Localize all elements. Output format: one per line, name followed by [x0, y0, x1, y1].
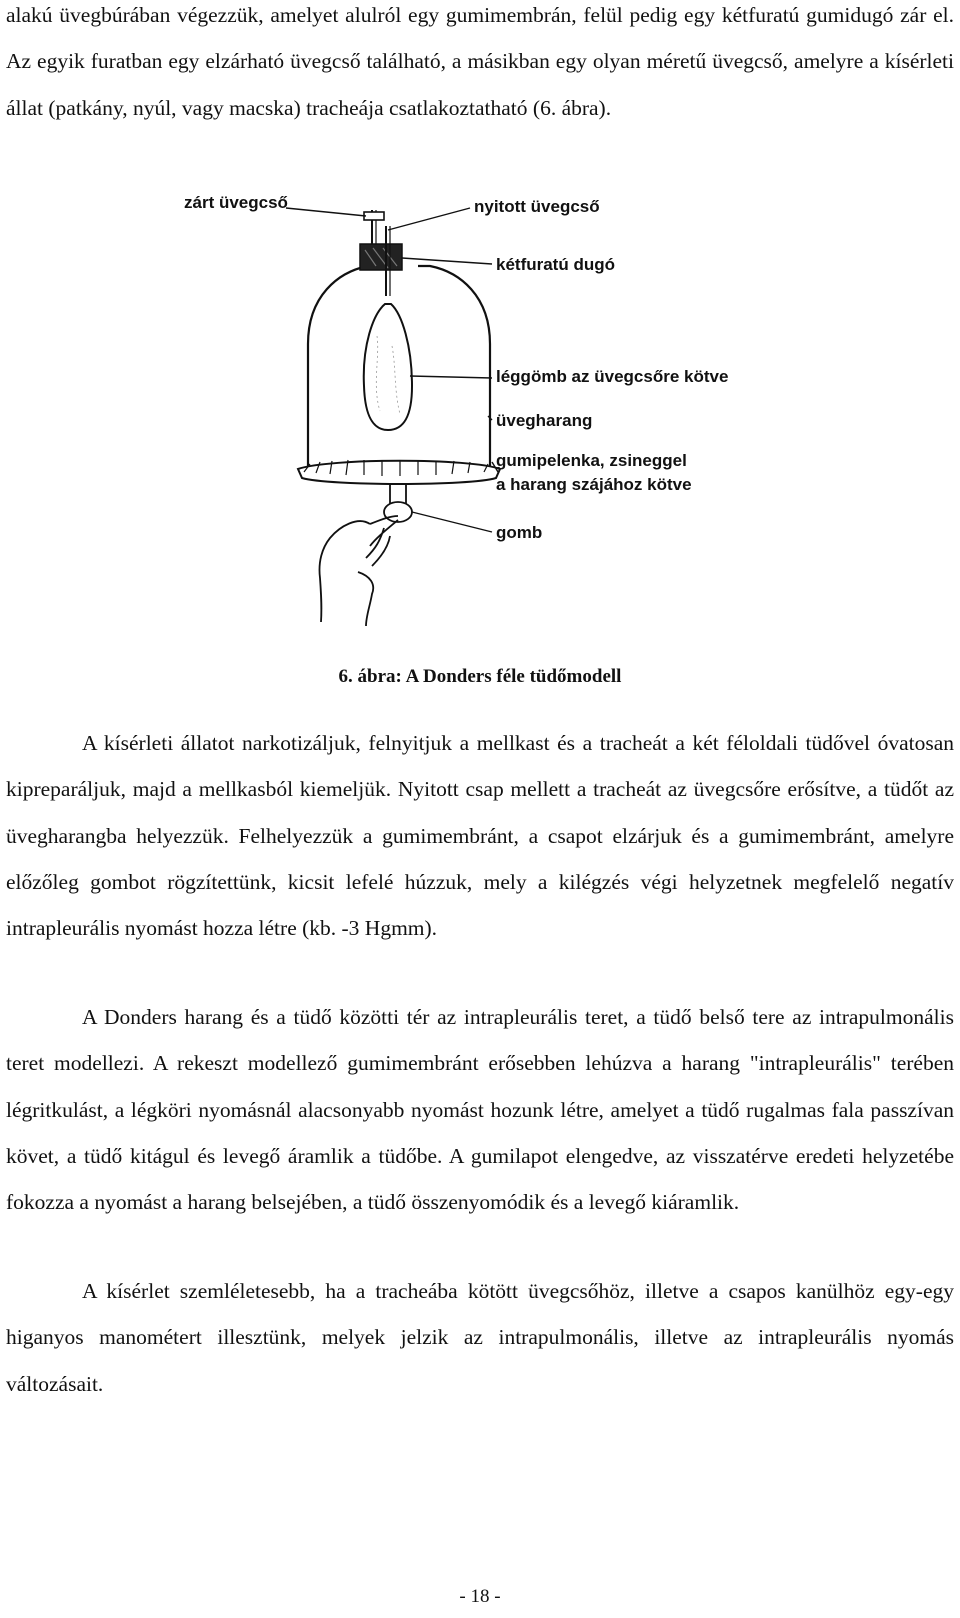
label-membrane-line2: a harang szájához kötve — [496, 475, 692, 494]
paragraph-2: A Donders harang és a tüdő közötti tér az intrapleurális teret, a tüdő belső tere az intrapulmonális teret modellezi. A rekeszt modellező gumimembránt erősebben lehúzva a harang "intrapleurális" terében légritkulást, a légköri nyomásnál alacsonyabb nyomást hozunk létre, amelyet a tüdő rugalmas fala passzívan követ, a tüdő kitágul és levegő áramlik a tüdőbe. A gumilapot elengedve, az visszatérve eredeti helyzetébe fokozza a nyomást a harang belsejében, a tüdő összenyomódik és a levegő kiáramlik. — [6, 1005, 954, 1215]
page-number: - 18 - — [459, 1586, 501, 1607]
paragraph-1: A kísérleti állatot narkotizáljuk, felnyitjuk a mellkast és a tracheát a két féloldali tüdővel óvatosan kipreparáljuk, majd a mellkasból kiemeljük. Nyitott csap mellett a tracheát az üvegcsőre erősítve, a tüdőt az üvegharangba helyezzük. Felhelyezzük a gumimembránt, a csapot elzárjuk és a gumimembránt, amelyre előzőleg gombot rögzítettünk, kicsit lefelé húzzuk, mely a kilégzés végi helyzetnek megfelelő negatív intrapleurális nyomást hozza létre (kb. -3 Hgmm). — [6, 731, 954, 941]
figure-caption: 6. ábra: A Donders féle tüdőmodell — [338, 666, 622, 687]
label-open-tube: nyitott üvegcső — [474, 197, 600, 216]
figure-drawing — [180, 186, 780, 646]
balloon-lung — [364, 304, 412, 430]
bell-jar-outline — [308, 266, 490, 467]
label-membrane-line1: gumipelenka, zsineggel — [496, 451, 687, 470]
donders-lung-model-figure — [180, 186, 780, 646]
stopcock — [364, 212, 384, 220]
label-bell-jar: üvegharang — [496, 411, 593, 430]
hand — [319, 516, 398, 626]
label-knob: gomb — [496, 523, 543, 542]
label-closed-tube: zárt üvegcső — [184, 193, 288, 212]
paragraph-3: A kísérlet szemléletesebb, ha a tracheába kötött üvegcsőhöz, illetve a csapos kanülhöz egy-egy higanyos manométert illesztünk, melyek jelzik az intrapulmonális, illetve az intrapleurális nyomás változásait. — [6, 1279, 954, 1396]
knob — [390, 484, 406, 504]
label-stopper: kétfuratú dugó — [496, 255, 615, 274]
label-balloon: léggömb az üvegcsőre kötve — [496, 367, 729, 386]
intro-paragraph: alakú üvegbúrában végezzük, amelyet alulról egy gumimembrán, felül pedig egy kétfuratú gumidugó zár el. Az egyik furatban egy elzárható üvegcső található, a másikban egy olyan méretű üvegcső, amelyre a kísérleti állat (patkány, nyúl, vagy macska) tracheája csatlakoztatható (6. ábra). — [6, 3, 954, 120]
two-hole-stopper — [360, 244, 402, 270]
